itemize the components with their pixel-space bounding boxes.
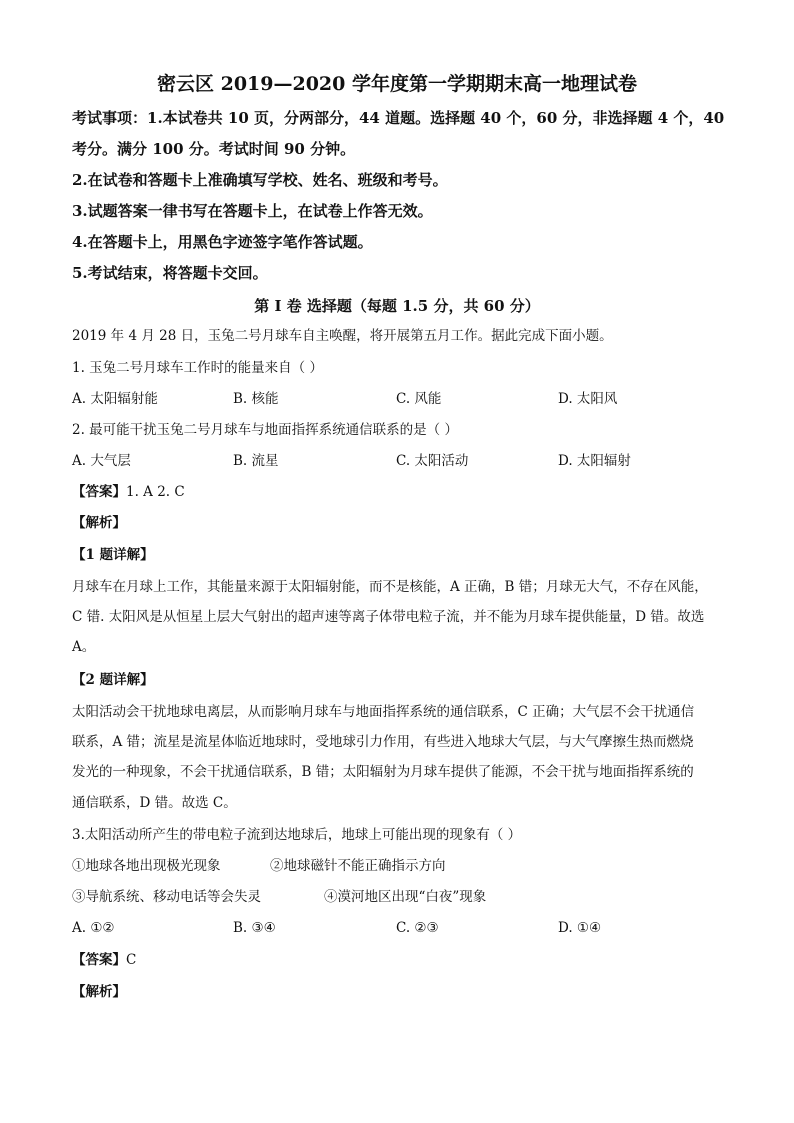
question-3-option-d: D. ①④ xyxy=(558,920,602,936)
detail-1-line-1: 月球车在月球上工作，其能量来源于太阳辐射能，而不是核能，A 正确，B 错；月球无大气，不存在风能， xyxy=(72,579,708,595)
detail-2-line-2: 联系，A 错；流星是流星体临近地球时，受地球引力作用，有些进入地球大气层，与大气摩擦生热而燃烧 xyxy=(72,734,694,750)
question-3-item-4: ④漠河地区出现“白夜”现象 xyxy=(324,889,487,905)
detail-1-label: 【1 题详解】 xyxy=(72,547,154,563)
notice-line-3: 2.在试卷和答题卡上准确填写学校、姓名、班级和考号。 xyxy=(72,171,448,189)
notice-line-6: 5.考试结束，将答题卡交回。 xyxy=(72,264,268,282)
question-1-option-d: D. 太阳风 xyxy=(558,391,618,407)
question-1-option-c: C. 风能 xyxy=(396,391,442,407)
question-1-option-a: A. 太阳辐射能 xyxy=(72,391,158,407)
notice-line-1: 考试事项：1.本试卷共 10 页，分两部分，44 道题。选择题 40 个，60 分，非选择题 4 个，40 xyxy=(72,109,725,127)
detail-2-label: 【2 题详解】 xyxy=(72,672,154,688)
analysis-label-2: 【解析】 xyxy=(72,984,126,1000)
answer-label-2: 【答案】 xyxy=(72,952,126,968)
answer-block-1 xyxy=(72,482,732,502)
question-2-option-b: B. 流星 xyxy=(233,453,279,469)
question-3-option-c: C. ②③ xyxy=(396,920,439,936)
question-2-option-a: A. 大气层 xyxy=(72,453,131,469)
detail-1-line-2: C 错. 太阳风是从恒星上层大气射出的超声速等离子体带电粒子流，并不能为月球车提供能量，D 错。故选 xyxy=(72,609,705,625)
question-3-item-3: ③导航系统、移动电话等会失灵 xyxy=(72,889,261,905)
question-2-option-d: D. 太阳辐射 xyxy=(558,453,631,469)
question-1-option-b: B. 核能 xyxy=(233,391,279,407)
detail-2-line-1: 太阳活动会干扰地球电离层，从而影响月球车与地面指挥系统的通信联系，C 正确；大气层不会干扰通信 xyxy=(72,704,695,720)
answer-block-2 xyxy=(72,950,732,970)
question-3-option-b: B. ③④ xyxy=(233,920,276,936)
detail-1-line-3: A。 xyxy=(72,639,96,655)
notice-line-2: 考分。满分 100 分。考试时间 90 分钟。 xyxy=(72,140,356,158)
question-3-item-1: ①地球各地出现极光现象 xyxy=(72,858,221,874)
question-3-option-a: A. ①② xyxy=(72,920,115,936)
question-3-stem: 3.太阳活动所产生的带电粒子流到达地球后，地球上可能出现的现象有（ ） xyxy=(72,827,522,843)
question-3-item-2: ②地球磁针不能正确指示方向 xyxy=(270,858,446,874)
question-1-stem: 1. 玉兔二号月球车工作时的能量来自（ ） xyxy=(72,360,323,376)
answer-value-2: C xyxy=(126,952,137,968)
notice-line-5: 4.在答题卡上，用黑色字迹签字笔作答试题。 xyxy=(72,233,373,251)
answer-label: 【答案】 xyxy=(72,484,126,500)
notice-line-4: 3.试题答案一律书写在答题卡上，在试卷上作答无效。 xyxy=(72,202,433,220)
question-2-stem: 2. 最可能干扰玉兔二号月球车与地面指挥系统通信联系的是（ ） xyxy=(72,422,458,438)
answer-value: 1. A 2. C xyxy=(126,484,185,500)
analysis-label: 【解析】 xyxy=(72,515,126,531)
detail-2-line-4: 通信联系，D 错。故选 C。 xyxy=(72,795,237,811)
question-2-option-c: C. 太阳活动 xyxy=(396,453,469,469)
intro-text: 2019 年 4 月 28 日，玉兔二号月球车自主唤醒，将开展第五月工作。据此完成下面小题。 xyxy=(72,328,613,344)
page-title: 密云区 2019—2020 学年度第一学期期末高一地理试卷 xyxy=(157,73,637,95)
section-title: 第 I 卷 选择题（每题 1.5 分，共 60 分） xyxy=(254,297,540,315)
detail-2-line-3: 发光的一种现象，不会干扰通信联系，B 错；太阳辐射为月球车提供了能源，不会干扰与地面指挥系统的 xyxy=(72,764,694,780)
